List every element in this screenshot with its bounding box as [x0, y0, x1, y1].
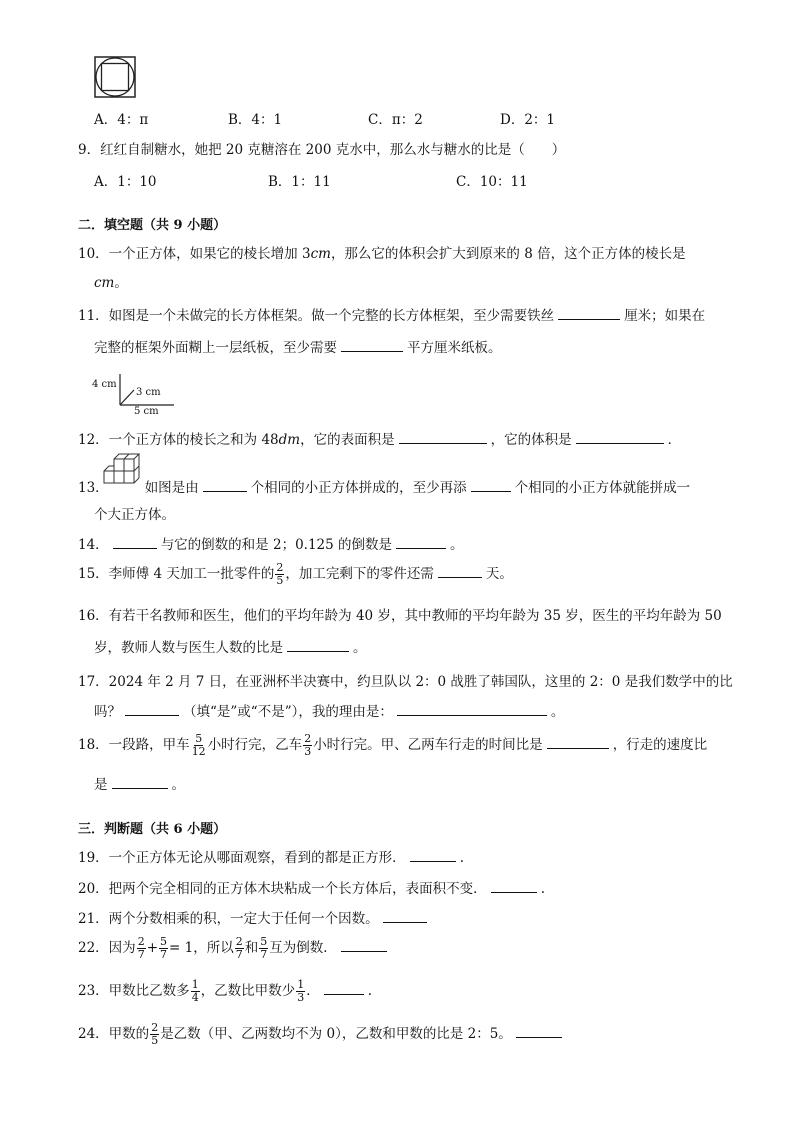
q20-end: . [540, 881, 545, 897]
q12-unit: dm [278, 432, 301, 448]
q10-end: 。 [114, 275, 128, 291]
q8-option-c[interactable]: C．π：2 [368, 112, 423, 128]
q11-blank-1[interactable] [558, 318, 620, 320]
q18-fraction-2: $\frac{2}{3}$ [304, 732, 312, 758]
q16-blank[interactable] [287, 650, 349, 652]
q13-text-c: 个相同的小正方体拼成的，至少再添 [250, 480, 467, 496]
q16-text-a: 岁，教师人数与医生人数的比是 [94, 640, 283, 656]
q11-text-c: 完整的框架外面糊上一层纸板，至少需要 [94, 340, 337, 356]
q24-line [78, 1022, 566, 1047]
q16-line2 [94, 636, 367, 656]
q13-text-b: 如图是由 [144, 480, 199, 496]
q11-fig-height: 4 cm [92, 379, 117, 390]
q18-blank-1[interactable] [547, 747, 609, 749]
q11-text-b: 厘米；如果在 [624, 308, 706, 324]
q12-text-c: ，它的体积是 [490, 432, 572, 448]
q11-text-d: 平方厘米纸板。 [407, 340, 502, 356]
q10-line1 [78, 242, 686, 262]
q18-text-b: 小时行完，乙车 [207, 737, 303, 753]
q18-text-f: 。 [171, 777, 185, 793]
q23-text-a: 23．甲数比乙数多 [78, 983, 190, 999]
q13-line1 [78, 476, 690, 496]
q22-plus: + [146, 940, 158, 956]
q14-num: 14． [78, 537, 109, 553]
q13-num: 13． [78, 480, 109, 496]
q9-text: 9．红红自制糖水，她把 20 克糖溶在 200 克水中，那么水与糖水的比是（ ） [78, 142, 566, 158]
q11-text-a: 11．如图是一个未做完的长方体框架。做一个完整的长方体框架，至少需要铁丝 [78, 308, 555, 324]
q18-text-e: 是 [94, 777, 108, 793]
q10-unit: cm [310, 246, 331, 262]
q18-text-a: 18．一段路，甲车 [78, 737, 190, 753]
q13-blank-1[interactable] [203, 490, 247, 492]
q21-blank[interactable] [383, 921, 427, 923]
q12-blank-1[interactable] [399, 442, 487, 444]
q19-line [78, 846, 464, 866]
q20-blank[interactable] [491, 891, 537, 893]
q23-text-c: ． [306, 983, 320, 999]
q23-text-b: ，乙数比甲数少 [200, 983, 296, 999]
q17-text-a: 吗？ [94, 704, 121, 720]
q9-option-a[interactable]: A．1：10 [94, 174, 157, 190]
q10-unit2: cm [94, 275, 115, 291]
q12-text-d: ． [667, 432, 682, 448]
q11-fig-width: 5 cm [134, 406, 159, 417]
section-fill-title: 二．填空题（共 9 小题） [78, 218, 227, 233]
q12-text-b: ，它的表面积是 [300, 432, 395, 448]
q11-fig-depth: 3 cm [136, 387, 161, 398]
q24-text-a: 24．甲数的 [78, 1026, 150, 1042]
q21-line [78, 907, 431, 927]
q24-fraction: $\frac{2}{5}$ [151, 1021, 159, 1047]
q20-text: 20．把两个完全相同的正方体木块粘成一个长方体后，表面积不变． [78, 881, 487, 897]
q24-blank[interactable] [516, 1036, 562, 1038]
q10-text-b: ，那么它的体积会扩大到原来的 8 倍，这个正方体的棱长是 [330, 246, 686, 262]
q22-text-a: 22．因为 [78, 940, 136, 956]
q17-line1: 17．2024 年 2 月 7 日，在亚洲杯半决赛中，约旦队以 2：0 战胜了韩国队，这里的 2：0 是我们数学中的比 [78, 674, 733, 690]
q12-text-a: 12．一个正方体的棱长之和为 48 [78, 432, 279, 448]
q14-blank-2[interactable] [396, 547, 446, 549]
q17-line2 [94, 700, 564, 720]
q14-line [78, 533, 464, 553]
q11-line1 [78, 304, 705, 324]
q18-line1 [78, 733, 707, 758]
q23-fraction-2: $\frac{1}{3}$ [297, 978, 305, 1004]
q17-blank-1[interactable] [125, 714, 179, 716]
q18-text-c: 小时行完。甲、乙两车行走的时间比是 [313, 737, 543, 753]
q18-blank-2[interactable] [112, 787, 168, 789]
q23-line [78, 979, 372, 1004]
q14-text-c: 。 [450, 537, 464, 553]
q22-fraction-4: $\frac{5}{7}$ [260, 935, 268, 961]
q23-blank[interactable] [324, 993, 364, 995]
q15-text-c: 天。 [485, 566, 513, 582]
q16-line1: 16．有若干名教师和医生，他们的平均年龄为 40 岁，其中教师的平均年龄为 35 岁，医生的平均年龄为 50 [78, 608, 722, 624]
q21-text: 21．两个分数相乘的积，一定大于任何一个因数。 [78, 911, 379, 927]
q14-blank-1[interactable] [113, 547, 157, 549]
q19-text: 19．一个正方体无论从哪面观察，看到的都是正方形． [78, 850, 406, 866]
q23-end: . [367, 983, 372, 999]
q11-blank-2[interactable] [341, 350, 403, 352]
q24-text-b: 是乙数（甲、乙两数均不为 0），乙数和甲数的比是 2：5。 [160, 1026, 512, 1042]
q22-fraction-3: $\frac{2}{7}$ [235, 935, 243, 961]
q11-line2 [94, 336, 502, 356]
q15-text-a: 15．李师傅 4 天加工一批零件的 [78, 566, 275, 582]
q9-option-c[interactable]: C．10：11 [456, 174, 528, 190]
q17-blank-2[interactable] [397, 714, 547, 716]
q22-fraction-2: $\frac{5}{7}$ [160, 935, 167, 961]
q8-option-a[interactable]: A．4：π [94, 112, 149, 128]
q19-end: . [459, 850, 464, 866]
q13-text-d: 个相同的小正方体就能拼成一 [514, 480, 691, 496]
q15-text-b: ，加工完剩下的零件还需 [285, 566, 434, 582]
q10-line2 [94, 271, 128, 291]
q22-and: 和 [244, 940, 259, 956]
square-circle-figure [94, 56, 136, 98]
q20-line [78, 877, 545, 897]
q12-line [78, 428, 681, 448]
q16-text-b: 。 [353, 640, 367, 656]
q15-blank[interactable] [438, 576, 482, 578]
q18-line2 [94, 773, 185, 793]
q15-line [78, 562, 513, 587]
q18-fraction-1: $\frac{5}{12}$ [191, 732, 206, 758]
q13-line2: 个大正方体。 [94, 507, 175, 523]
q22-line [78, 936, 391, 961]
q22-eq: = 1，所以 [169, 940, 234, 956]
q10-text-a: 10．一个正方体，如果它的棱长增加 3 [78, 246, 311, 262]
q8-option-b[interactable]: B．4：1 [228, 112, 283, 128]
q17-text-c: 。 [550, 704, 565, 720]
q23-fraction-1: $\frac{1}{4}$ [191, 978, 199, 1004]
q22-blank[interactable] [341, 950, 387, 952]
q9-option-b[interactable]: B．1：11 [268, 174, 331, 190]
q22-text-b: 互为倒数． [269, 940, 337, 956]
q18-text-d: ，行走的速度比 [612, 737, 708, 753]
q19-blank[interactable] [410, 860, 456, 862]
q13-blank-2[interactable] [471, 490, 511, 492]
q17-text-b: （填“是”或“不是”），我的理由是： [183, 704, 393, 720]
q15-fraction: $\frac{2}{5}$ [276, 561, 284, 587]
section-judge-title: 三．判断题（共 6 小题） [78, 822, 227, 837]
q22-fraction-1: $\frac{2}{7}$ [137, 935, 145, 961]
q8-option-d[interactable]: D．2：1 [500, 112, 556, 128]
q14-text-b: 与它的倒数的和是 2；0.125 的倒数是 [160, 537, 393, 553]
q12-blank-2[interactable] [576, 442, 664, 444]
